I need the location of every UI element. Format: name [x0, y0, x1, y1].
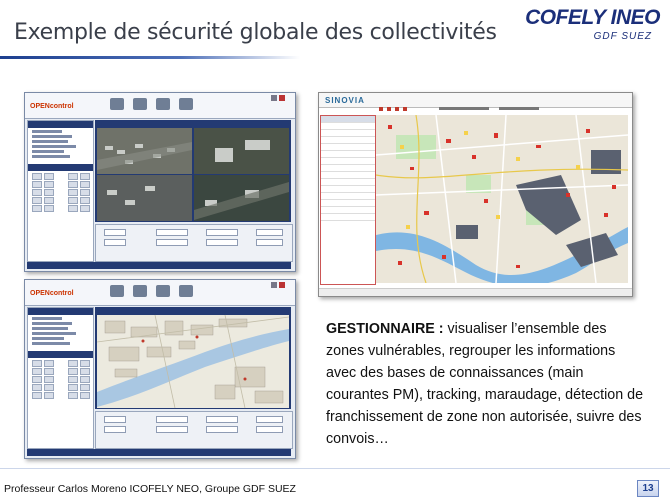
alarm-icon: [156, 285, 170, 297]
settings-icon: [179, 98, 193, 110]
places-pane: [27, 307, 94, 449]
status-bar: [27, 449, 291, 456]
app-brand: OPENcontrol: [30, 103, 74, 110]
map-icon: [133, 98, 147, 110]
video-wall: [95, 120, 291, 222]
opencontrol-map-screenshot: [24, 279, 296, 459]
description-label: GESTIONNAIRE :: [326, 321, 444, 337]
sinovia-logo: SINOVIA: [325, 96, 365, 105]
camera-controls: [95, 411, 293, 449]
app-toolbar: [25, 280, 295, 306]
footer-divider: [0, 468, 670, 469]
cofely-ineo-logo: COFELY INEO: [525, 6, 660, 29]
sinovia-toolbar: [379, 106, 629, 112]
title-underline: [0, 56, 300, 59]
map-view: [95, 307, 291, 409]
app-toolbar: [25, 93, 295, 119]
sinovia-status-bar: [319, 288, 632, 297]
layer-list: [320, 115, 376, 285]
description-text: visualiser l’ensemble des zones vulnérables, regrouper les informations avec des bases de connaissances (main courantes PM), tracking, maraudage, détection de franchissement de zone non autorisée, suivre des convois…: [326, 321, 644, 447]
app-brand: OPENcontrol: [30, 290, 74, 297]
opencontrol-cctv-screenshot: [24, 92, 296, 272]
page-number: 13: [637, 480, 659, 497]
description-paragraph: [326, 318, 646, 450]
settings-icon: [179, 285, 193, 297]
close-icon: [279, 95, 285, 101]
close-icon: [279, 282, 285, 288]
sinovia-map-screenshot: [318, 92, 633, 297]
slide-title: Exemple de sécurité globale des collectivités: [14, 20, 497, 45]
gdf-suez-logo: GDF SUEZ: [593, 31, 652, 42]
footer-text: Professeur Carlos Moreno ICOFELY NEO, Groupe GDF SUEZ: [4, 483, 296, 495]
alarm-icon: [156, 98, 170, 110]
status-bar: [27, 262, 291, 269]
camera-controls: [95, 224, 293, 262]
map-icon: [133, 285, 147, 297]
camera-icon: [110, 285, 124, 297]
sinovia-city-map: [376, 115, 628, 283]
camera-icon: [110, 98, 124, 110]
minimize-icon: [271, 95, 277, 101]
places-pane: [27, 120, 94, 262]
minimize-icon: [271, 282, 277, 288]
